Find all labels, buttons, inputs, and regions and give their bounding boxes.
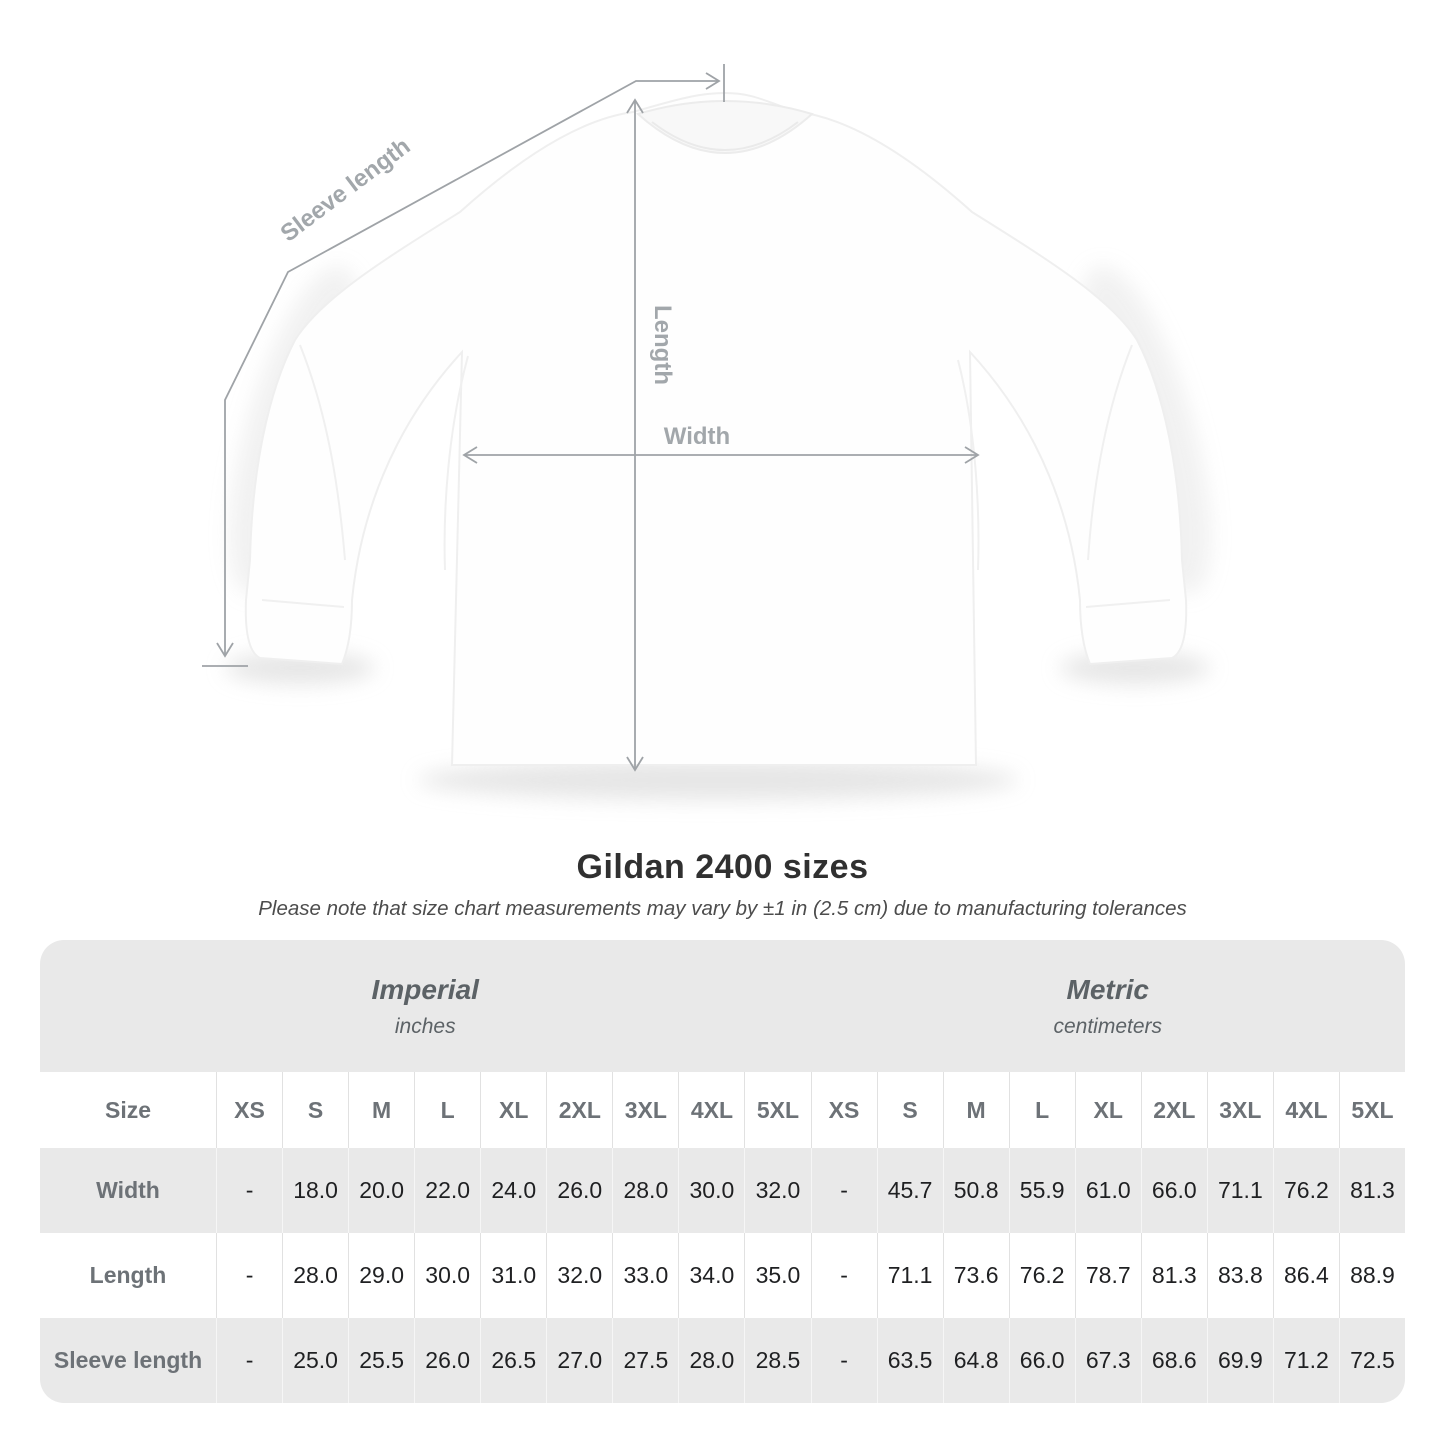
size-col-header: 4XL <box>678 1072 744 1148</box>
row-label: Length <box>89 1262 167 1288</box>
table-cell: 71.1 <box>877 1233 943 1318</box>
table-cell: 64.8 <box>943 1318 1009 1403</box>
table-cell: 28.0 <box>678 1318 744 1403</box>
table-cell: 20.0 <box>348 1148 414 1233</box>
row-label: Sleeve length <box>53 1347 203 1373</box>
table-cell: 88.9 <box>1339 1233 1405 1318</box>
metric-header <box>811 940 1406 1072</box>
table-cell: 32.0 <box>546 1233 612 1318</box>
sleeve-length-label: Sleeve length <box>275 132 416 248</box>
table-row-width <box>40 1148 1405 1233</box>
table-cell: 71.2 <box>1273 1318 1339 1403</box>
table-cell: 28.5 <box>744 1318 810 1403</box>
table-cell: 28.0 <box>282 1233 348 1318</box>
table-cell: 24.0 <box>480 1148 546 1233</box>
table-cell: 22.0 <box>414 1148 480 1233</box>
table-cell: 50.8 <box>943 1148 1009 1233</box>
metric-label: Metric <box>1066 973 1149 1005</box>
table-cell: 71.1 <box>1207 1148 1273 1233</box>
table-row-length <box>40 1233 1405 1318</box>
table-cell: 61.0 <box>1075 1148 1141 1233</box>
table-cell: 26.5 <box>480 1318 546 1403</box>
size-col-header: 5XL <box>744 1072 810 1148</box>
table-cell: 28.0 <box>612 1148 678 1233</box>
metric-sublabel: centimeters <box>1053 1014 1163 1038</box>
size-col-header: 4XL <box>1273 1072 1339 1148</box>
row-label: Width <box>96 1177 160 1203</box>
table-cell: 76.2 <box>1009 1233 1075 1318</box>
size-col-header: 5XL <box>1339 1072 1405 1148</box>
table-cell: - <box>811 1233 877 1318</box>
size-col-header: M <box>943 1072 1009 1148</box>
page-title: Gildan 2400 sizes <box>576 848 869 886</box>
size-corner-header: Size <box>104 1096 152 1123</box>
table-cell: 26.0 <box>546 1148 612 1233</box>
table-cell: 32.0 <box>744 1148 810 1233</box>
size-col-header: XS <box>216 1072 282 1148</box>
table-cell: 66.0 <box>1141 1148 1207 1233</box>
size-col-header: L <box>1009 1072 1075 1148</box>
table-row-sleeve-length <box>40 1318 1405 1403</box>
size-table <box>40 940 1405 1403</box>
size-col-header: 3XL <box>1207 1072 1273 1148</box>
table-cell: 45.7 <box>877 1148 943 1233</box>
size-col-header: XS <box>811 1072 877 1148</box>
size-col-header: L <box>414 1072 480 1148</box>
table-cell: 25.0 <box>282 1318 348 1403</box>
table-cell: 63.5 <box>877 1318 943 1403</box>
table-cell: 34.0 <box>678 1233 744 1318</box>
imperial-sublabel: inches <box>394 1014 456 1038</box>
table-cell: 30.0 <box>414 1233 480 1318</box>
table-cell: 27.5 <box>612 1318 678 1403</box>
table-cell: 35.0 <box>744 1233 810 1318</box>
size-header-row <box>40 1072 1405 1148</box>
table-cell: 72.5 <box>1339 1318 1405 1403</box>
table-cell: 81.3 <box>1339 1148 1405 1233</box>
size-col-header: S <box>877 1072 943 1148</box>
size-col-header: M <box>348 1072 414 1148</box>
size-col-header: XL <box>1075 1072 1141 1148</box>
table-cell: 68.6 <box>1141 1318 1207 1403</box>
imperial-header <box>40 940 811 1072</box>
table-cell: 81.3 <box>1141 1233 1207 1318</box>
table-cell: - <box>811 1148 877 1233</box>
table-cell: 55.9 <box>1009 1148 1075 1233</box>
table-cell: 31.0 <box>480 1233 546 1318</box>
table-cell: 26.0 <box>414 1318 480 1403</box>
size-col-header: 2XL <box>546 1072 612 1148</box>
tolerance-note: Please note that size chart measurements may vary by ±1 in (2.5 cm) due to manufacturing tolerances <box>258 897 1187 920</box>
table-cell: 76.2 <box>1273 1148 1339 1233</box>
table-cell: 86.4 <box>1273 1233 1339 1318</box>
table-cell: 33.0 <box>612 1233 678 1318</box>
table-cell: 78.7 <box>1075 1233 1141 1318</box>
table-cell: - <box>811 1318 877 1403</box>
table-cell: - <box>216 1233 282 1318</box>
table-cell: - <box>216 1318 282 1403</box>
unit-header-row <box>40 940 1405 1072</box>
table-cell: 27.0 <box>546 1318 612 1403</box>
table-cell: 83.8 <box>1207 1233 1273 1318</box>
size-col-header: XL <box>480 1072 546 1148</box>
imperial-label: Imperial <box>371 973 479 1005</box>
size-col-header: S <box>282 1072 348 1148</box>
length-label: Length <box>649 305 676 385</box>
size-col-header: 2XL <box>1141 1072 1207 1148</box>
width-label: Width <box>663 423 731 450</box>
table-cell: 30.0 <box>678 1148 744 1233</box>
table-cell: 18.0 <box>282 1148 348 1233</box>
table-cell: 29.0 <box>348 1233 414 1318</box>
table-cell: 73.6 <box>943 1233 1009 1318</box>
table-cell: 66.0 <box>1009 1318 1075 1403</box>
table-cell: 25.5 <box>348 1318 414 1403</box>
table-cell: 69.9 <box>1207 1318 1273 1403</box>
table-cell: - <box>216 1148 282 1233</box>
size-col-header: 3XL <box>612 1072 678 1148</box>
table-cell: 67.3 <box>1075 1318 1141 1403</box>
